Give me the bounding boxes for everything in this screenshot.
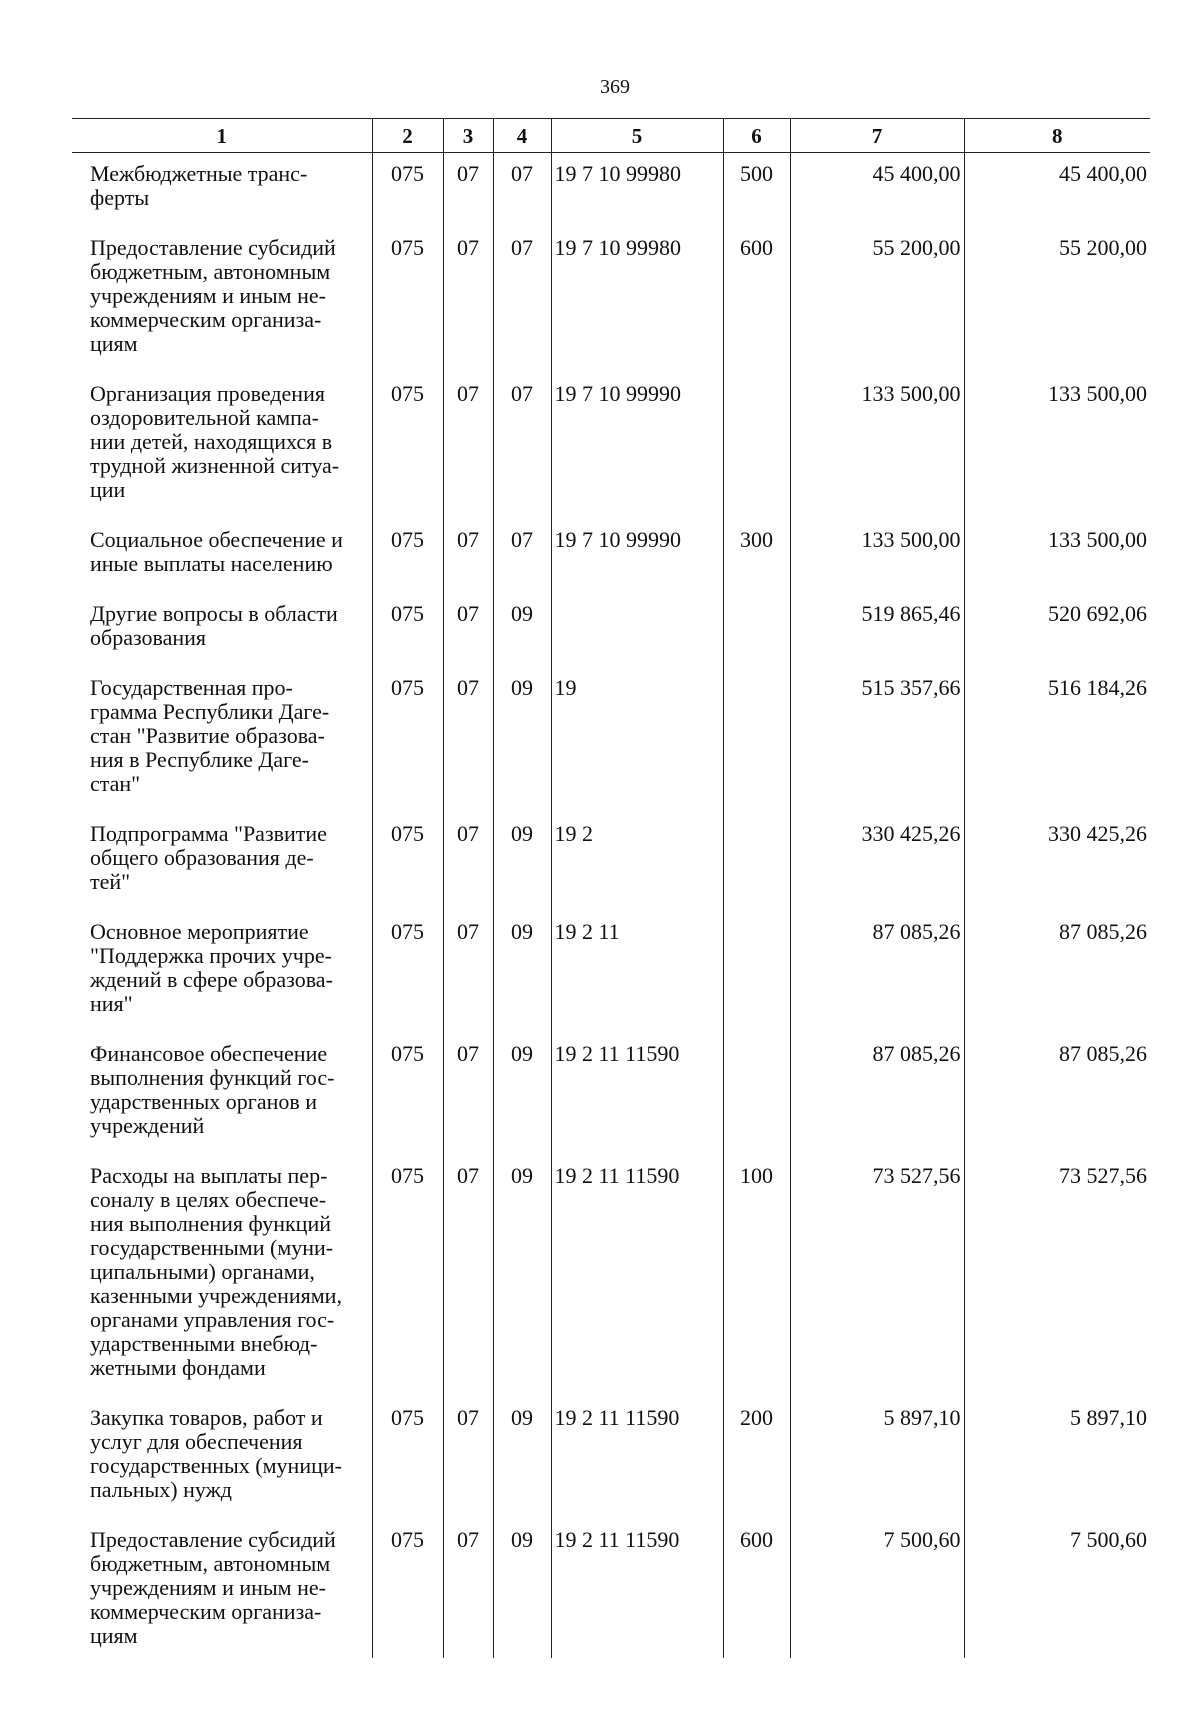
target-article-code: 19 2 — [551, 813, 723, 911]
table-row — [72, 1155, 1150, 1397]
amount-col7: 133 500,00 — [790, 373, 964, 519]
table-row — [72, 227, 1150, 373]
expense-type-code: 600 — [723, 1519, 790, 1658]
expense-type-code: 300 — [723, 519, 790, 593]
column-header: 5 — [551, 119, 723, 153]
subsection-code: 09 — [493, 593, 551, 667]
admin-code: 075 — [372, 373, 443, 519]
section-code: 07 — [443, 373, 493, 519]
amount-col8: 5 897,10 — [964, 1397, 1150, 1519]
section-code: 07 — [443, 911, 493, 1033]
target-article-code: 19 7 10 99980 — [551, 153, 723, 228]
page-number: 369 — [600, 76, 630, 98]
row-name: Социальное обеспечение и иные выплаты населению — [90, 527, 343, 576]
row-name: Финансовое обеспечение выполнения функций гос- ударственных органов и учреждений — [90, 1041, 335, 1138]
target-article-code: 19 2 11 11590 — [551, 1155, 723, 1397]
expense-type-code: 600 — [723, 227, 790, 373]
subsection-code: 07 — [493, 373, 551, 519]
column-header: 1 — [72, 119, 372, 153]
row-name: Другие вопросы в области образования — [90, 601, 338, 650]
expense-type-code — [723, 373, 790, 519]
expense-type-code — [723, 1033, 790, 1155]
amount-col7: 519 865,46 — [790, 593, 964, 667]
table-row — [72, 593, 1150, 667]
section-code: 07 — [443, 667, 493, 813]
subsection-code: 09 — [493, 667, 551, 813]
amount-col8: 520 692,06 — [964, 593, 1150, 667]
subsection-code: 07 — [493, 519, 551, 593]
amount-col7: 515 357,66 — [790, 667, 964, 813]
table-row — [72, 813, 1150, 911]
amount-col7: 73 527,56 — [790, 1155, 964, 1397]
amount-col8: 87 085,26 — [964, 1033, 1150, 1155]
admin-code: 075 — [372, 911, 443, 1033]
admin-code: 075 — [372, 813, 443, 911]
target-article-code: 19 2 11 11590 — [551, 1033, 723, 1155]
admin-code: 075 — [372, 1519, 443, 1658]
amount-col7: 330 425,26 — [790, 813, 964, 911]
amount-col7: 87 085,26 — [790, 911, 964, 1033]
column-header: 6 — [723, 119, 790, 153]
amount-col7: 5 897,10 — [790, 1397, 964, 1519]
section-code: 07 — [443, 519, 493, 593]
row-name: Подпрограмма "Развитие общего образования де- тей" — [90, 821, 327, 894]
expense-type-code — [723, 813, 790, 911]
amount-col8: 516 184,26 — [964, 667, 1150, 813]
expense-type-code: 100 — [723, 1155, 790, 1397]
subsection-code: 09 — [493, 1033, 551, 1155]
expense-type-code — [723, 667, 790, 813]
target-article-code: 19 2 11 11590 — [551, 1519, 723, 1658]
section-code: 07 — [443, 1397, 493, 1519]
row-name: Государственная про- грамма Республики Даге- стан "Развитие образова- ния в Республике Даге- стан" — [90, 675, 330, 796]
amount-col7: 55 200,00 — [790, 227, 964, 373]
row-name: Предоставление субсидий бюджетным, автономным учреждениям и иным не- коммерческим организа- циям — [90, 235, 336, 356]
expense-type-code: 200 — [723, 1397, 790, 1519]
row-name: Предоставление субсидий бюджетным, автономным учреждениям и иным не- коммерческим организа- циям — [90, 1527, 336, 1648]
target-article-code: 19 — [551, 667, 723, 813]
column-header: 3 — [443, 119, 493, 153]
table-row — [72, 667, 1150, 813]
target-article-code: 19 2 11 11590 — [551, 1397, 723, 1519]
row-name: Организация проведения оздоровительной кампа- нии детей, находящихся в трудной жизненной ситуа- ции — [90, 381, 340, 502]
table-row — [72, 1033, 1150, 1155]
expense-type-code — [723, 593, 790, 667]
subsection-code: 07 — [493, 227, 551, 373]
column-header: 2 — [372, 119, 443, 153]
amount-col8: 7 500,60 — [964, 1519, 1150, 1658]
table-row — [72, 153, 1150, 228]
column-header: 4 — [493, 119, 551, 153]
subsection-code: 09 — [493, 1397, 551, 1519]
target-article-code: 19 7 10 99980 — [551, 227, 723, 373]
amount-col8: 45 400,00 — [964, 153, 1150, 228]
section-code: 07 — [443, 227, 493, 373]
amount-col8: 133 500,00 — [964, 373, 1150, 519]
section-code: 07 — [443, 813, 493, 911]
row-name: Закупка товаров, работ и услуг для обеспечения государственных (муници- пальных) нужд — [90, 1405, 342, 1502]
subsection-code: 09 — [493, 813, 551, 911]
row-name: Межбюджетные транс- ферты — [90, 161, 308, 210]
amount-col8: 133 500,00 — [964, 519, 1150, 593]
section-code: 07 — [443, 1519, 493, 1658]
column-header: 7 — [790, 119, 964, 153]
table-row — [72, 1397, 1150, 1519]
budget-table-container — [72, 118, 1150, 1658]
expense-type-code — [723, 911, 790, 1033]
subsection-code: 07 — [493, 153, 551, 228]
section-code: 07 — [443, 153, 493, 228]
section-code: 07 — [443, 1033, 493, 1155]
section-code: 07 — [443, 1155, 493, 1397]
subsection-code: 09 — [493, 1519, 551, 1658]
table-row — [72, 1519, 1150, 1658]
target-article-code: 19 7 10 99990 — [551, 373, 723, 519]
admin-code: 075 — [372, 1397, 443, 1519]
amount-col8: 330 425,26 — [964, 813, 1150, 911]
column-header: 8 — [964, 119, 1150, 153]
table-body — [72, 153, 1150, 1659]
amount-col8: 55 200,00 — [964, 227, 1150, 373]
table-row — [72, 519, 1150, 593]
target-article-code: 19 7 10 99990 — [551, 519, 723, 593]
amount-col7: 45 400,00 — [790, 153, 964, 228]
admin-code: 075 — [372, 667, 443, 813]
amount-col7: 87 085,26 — [790, 1033, 964, 1155]
expense-type-code: 500 — [723, 153, 790, 228]
row-name: Основное мероприятие "Поддержка прочих учре- ждений в сфере образова- ния" — [90, 919, 333, 1016]
amount-col8: 73 527,56 — [964, 1155, 1150, 1397]
admin-code: 075 — [372, 519, 443, 593]
budget-table — [72, 118, 1150, 1658]
section-code: 07 — [443, 593, 493, 667]
target-article-code — [551, 593, 723, 667]
admin-code: 075 — [372, 227, 443, 373]
row-name: Расходы на выплаты пер- соналу в целях обеспече- ния выполнения функций государственными (муни- ципальными) органами, казенными учреждениями, органами управления гос- ударственными внебюд- жетными фондами — [90, 1163, 342, 1380]
admin-code: 075 — [372, 1155, 443, 1397]
subsection-code: 09 — [493, 911, 551, 1033]
admin-code: 075 — [372, 153, 443, 228]
table-header — [72, 119, 1150, 153]
admin-code: 075 — [372, 593, 443, 667]
amount-col7: 133 500,00 — [790, 519, 964, 593]
target-article-code: 19 2 11 — [551, 911, 723, 1033]
subsection-code: 09 — [493, 1155, 551, 1397]
table-row — [72, 911, 1150, 1033]
amount-col7: 7 500,60 — [790, 1519, 964, 1658]
amount-col8: 87 085,26 — [964, 911, 1150, 1033]
table-row — [72, 373, 1150, 519]
admin-code: 075 — [372, 1033, 443, 1155]
